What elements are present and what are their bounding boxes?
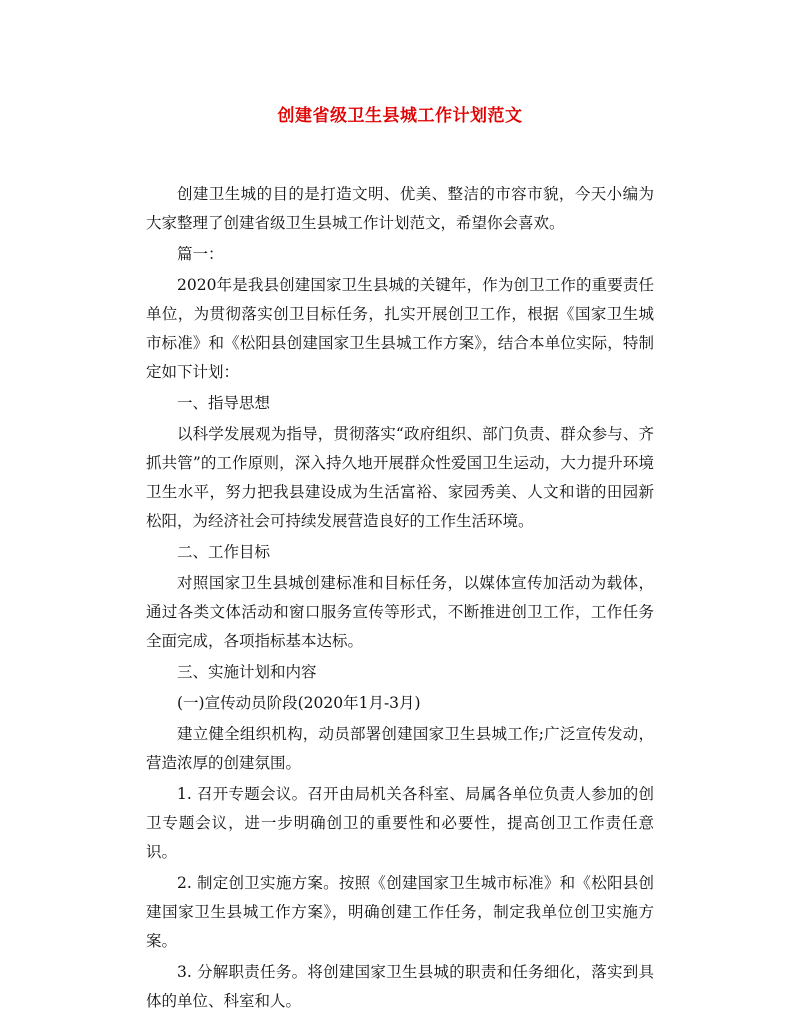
document-title: 创建省级卫生县城工作计划范文 xyxy=(277,106,523,126)
list-item-tasks: 3. 分解职责任务。将创建国家卫生县城的职责和任务细化，落实到具体的单位、科室和人。 xyxy=(146,963,654,1010)
paragraph-list xyxy=(146,180,654,1016)
list-item-plan: 2. 制定创卫实施方案。按照《创建国家卫生城市标准》和《松阳县创建国家卫生县城工作方案》，明确创建工作任务，制定我单位创卫实施方案。 xyxy=(146,874,654,950)
paragraph-background: 2020年是我县创建国家卫生县城的关键年，作为创卫工作的重要责任单位，为贯彻落实创卫目标任务，扎实开展创卫工作，根据《国家卫生城市标准》和《松阳县创建国家卫生县城工作方案》，结合本单位实际，特制定如下计划： xyxy=(146,276,654,381)
paragraph-intro: 创建卫生城的目的是打造文明、优美、整洁的市容市貌，今天小编为大家整理了创建省级卫生县城工作计划范文，希望你会喜欢。 xyxy=(146,185,654,232)
paragraph-work-goals: 对照国家卫生县城创建标准和目标任务，以媒体宣传加活动为载体，通过各类文体活动和窗口服务宣传等形式，不断推进创卫工作，工作任务全面完成，各项指标基本达标。 xyxy=(146,574,654,650)
subheading-publicity-phase: (一)宣传动员阶段(2020年1月-3月) xyxy=(177,694,421,712)
section-heading-work-goals: 二、工作目标 xyxy=(177,543,271,561)
section-heading-implementation: 三、实施计划和内容 xyxy=(177,663,317,681)
list-item-meeting: 1. 召开专题会议。召开由局机关各科室、局属各单位负责人参加的创卫专题会议，进一步明确创卫的重要性和必要性，提高创卫工作责任意识。 xyxy=(146,785,654,861)
paragraph-part-one-label: 篇一： xyxy=(177,245,224,263)
paragraph-publicity-phase: 建立健全组织机构，动员部署创建国家卫生县城工作;广泛宣传发动，营造浓厚的创建氛围。 xyxy=(146,725,654,772)
paragraph-guiding-ideology: 以科学发展观为指导，贯彻落实“政府组织、部门负责、群众参与、齐抓共管”的工作原则，深入持久地开展群众性爱国卫生运动，大力提升环境卫生水平，努力把我县建设成为生活富裕、家园秀美、人文和谐的田园新松阳，为经济社会可持续发展营造良好的工作生活环境。 xyxy=(146,425,654,530)
section-heading-guiding-ideology: 一、指导思想 xyxy=(177,394,271,412)
